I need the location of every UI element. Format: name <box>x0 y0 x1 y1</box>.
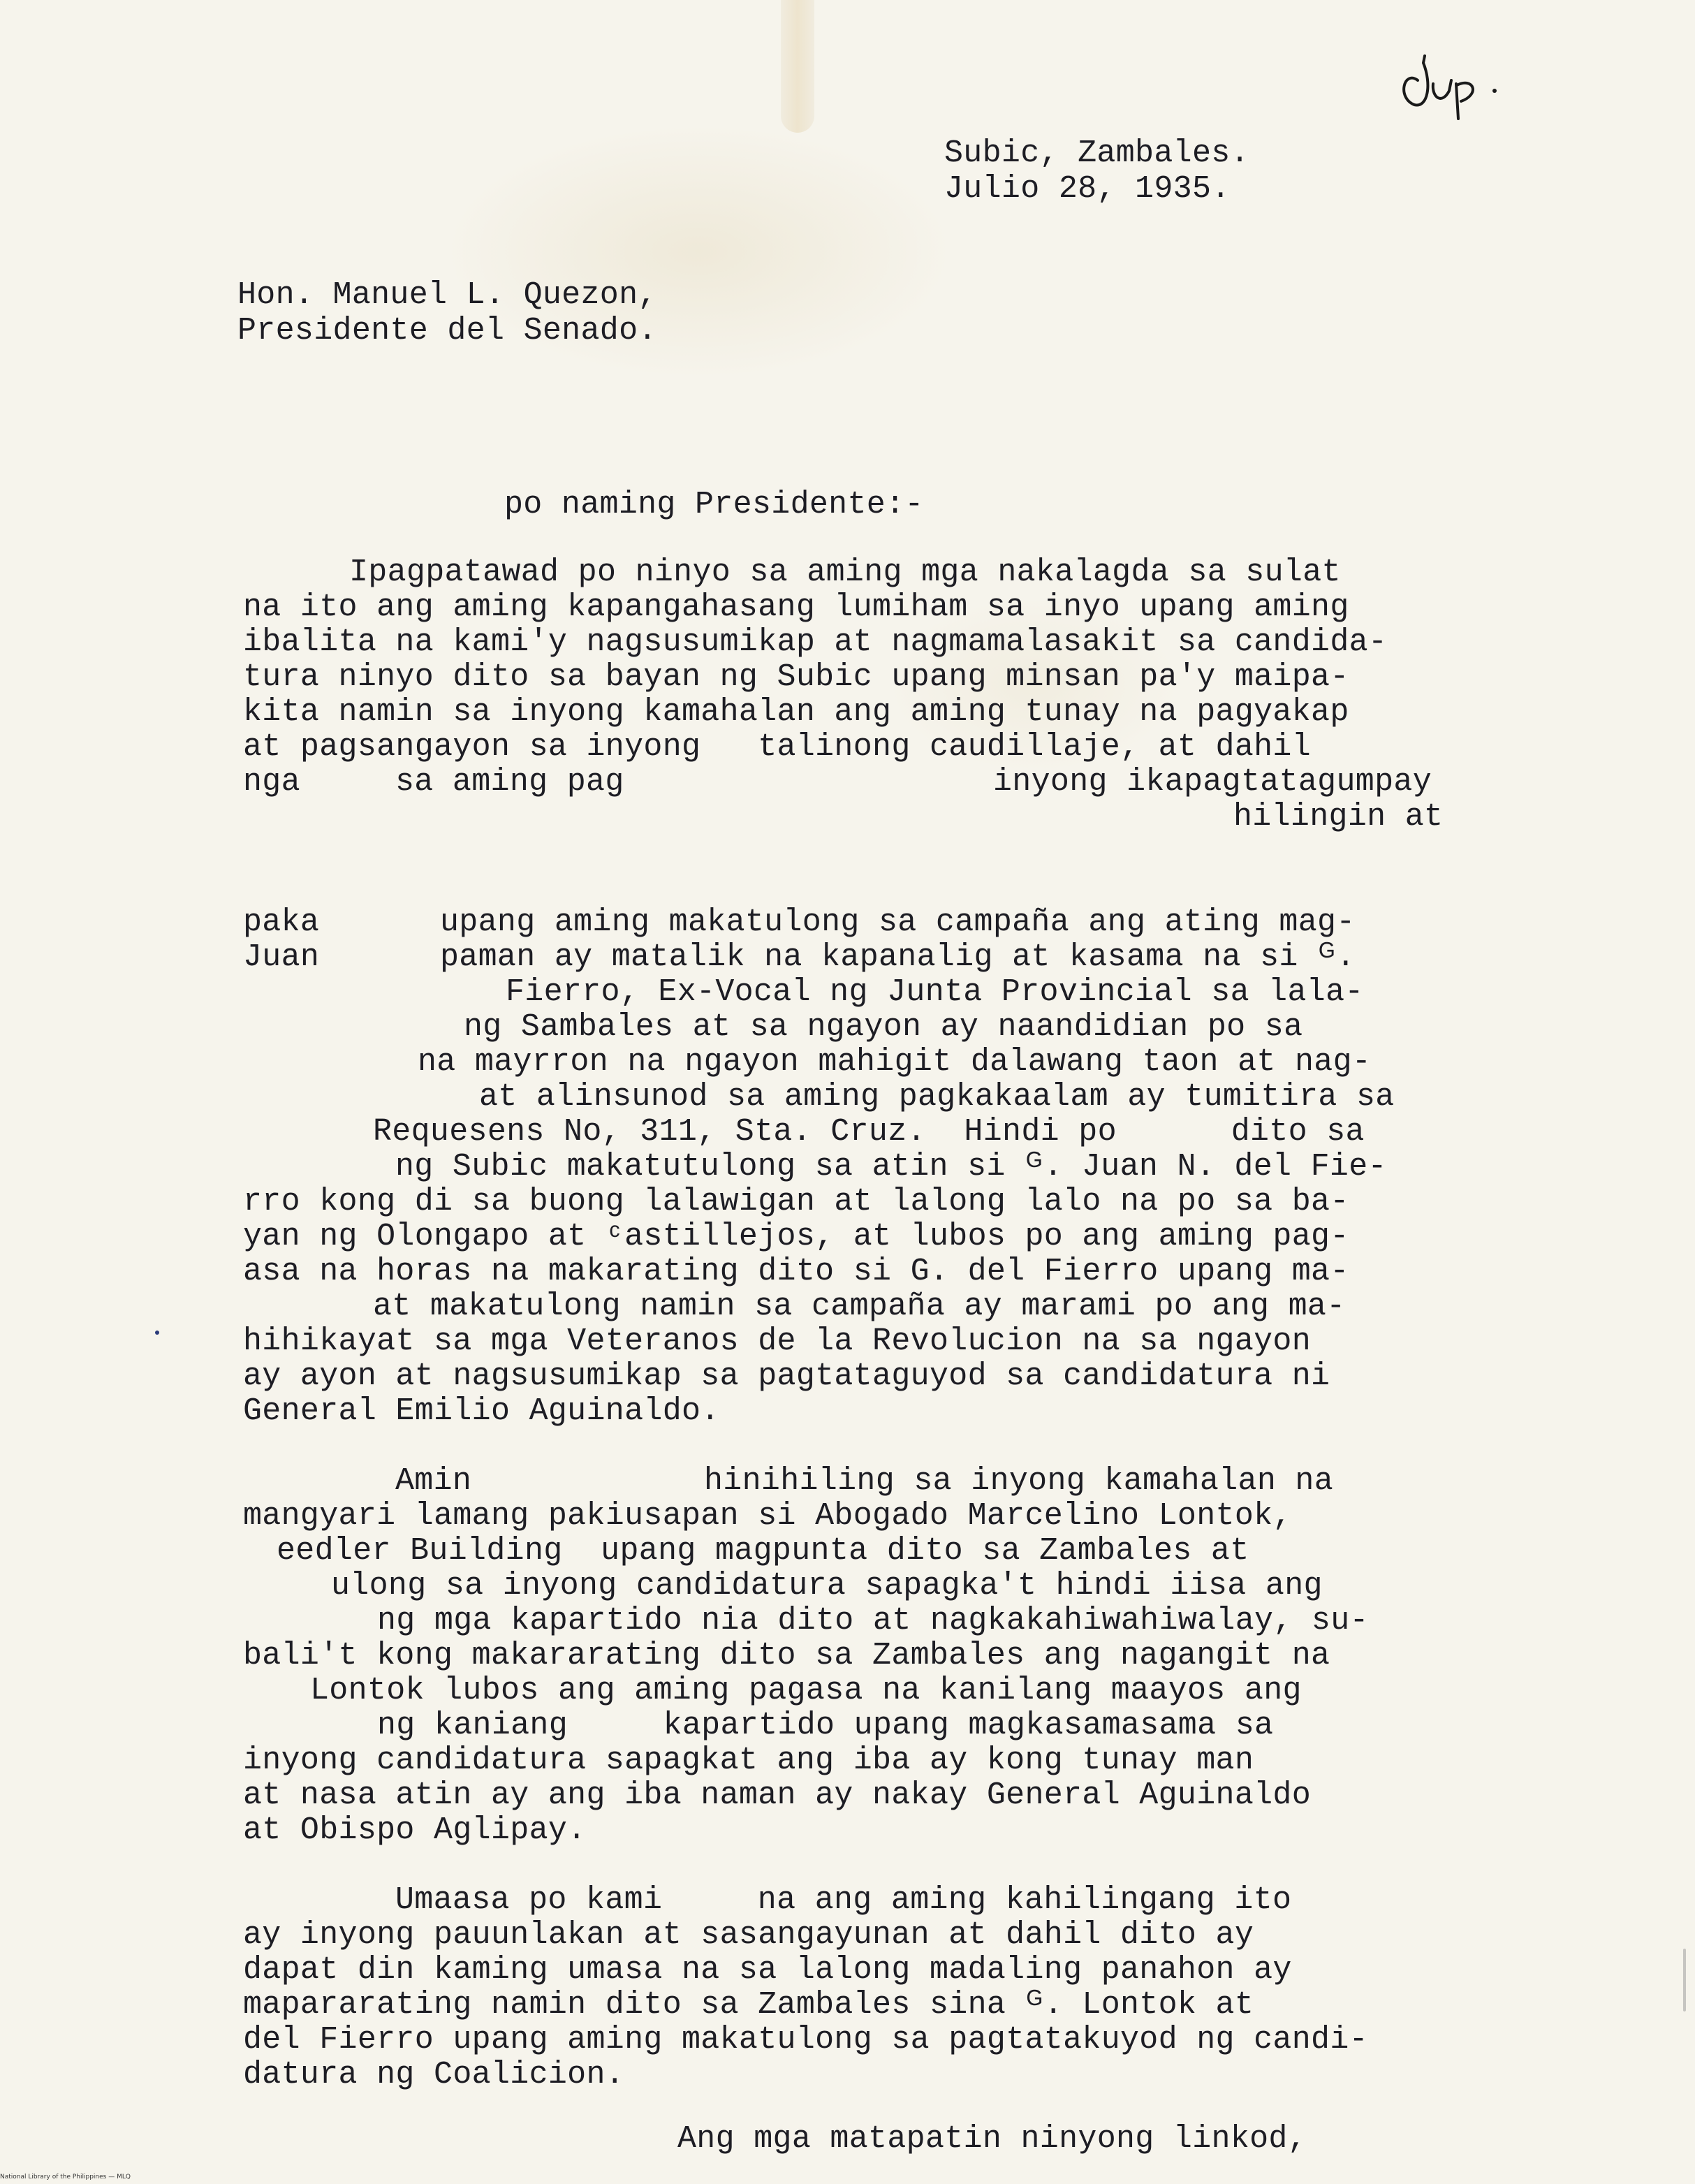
p2-line: yan ng Olongapo at ᶜastillejos, at lubos po ang aming pag- <box>243 1219 1349 1254</box>
p4-line: Umaasa po kami na ang aming kahilingang ito <box>395 1882 1292 1918</box>
p4-line: mapararating namin dito sa Zambales sina ᴳ. Lontok at <box>243 1987 1254 2023</box>
p4-line: del Fierro upang aming makatulong sa pagtatakuyod ng candi- <box>243 2022 1368 2058</box>
p3-line: ng mga kapartido nia dito at nagkakahiwahiwalay, su- <box>377 1603 1369 1639</box>
paper-clip-stain <box>781 0 814 133</box>
p3-line: Amin <box>395 1463 472 1499</box>
p2-line: ng Sambales at sa ngayon ay naandidian po sa <box>464 1009 1303 1045</box>
addressee-name: Hon. Manuel L. Quezon, <box>237 277 657 313</box>
p1-line: nga <box>243 764 300 800</box>
p4-line: datura ng Coalicion. <box>243 2057 625 2093</box>
p4-line: ay inyong pauunlakan at sasangayunan at dahil dito ay <box>243 1917 1254 1953</box>
margin-ink-dot <box>155 1331 159 1335</box>
scan-footer-text: National Library of the Philippines — MLQ <box>0 2174 131 2181</box>
p2-line: rro kong di sa buong lalawigan at lalong lalo na po sa ba- <box>243 1184 1349 1219</box>
edge-scan-mark <box>1683 1949 1686 2011</box>
p1-line: tura ninyo dito sa bayan ng Subic upang minsan pa'y maipa- <box>243 659 1349 695</box>
p1-line: na ito ang aming kapangahasang lumiham sa inyo upang aming <box>243 589 1349 625</box>
p1-line: at pagsangayon sa inyong talinong caudillaje, at dahil <box>243 729 1312 765</box>
letter-place: Subic, Zambales. <box>944 135 1249 171</box>
p2-line: paka <box>243 904 320 940</box>
p3-line: Lontok lubos ang aming pagasa na kanilang maayos ang <box>310 1673 1302 1708</box>
p1-line: ibalita na kami'y nagsusumikap at nagmamalasakit sa candida- <box>243 624 1388 660</box>
p2-line: at alinsunod sa aming pagkakaalam ay tumitira sa <box>479 1079 1395 1115</box>
handwritten-annotation <box>1390 42 1529 129</box>
p3-line: ng kaniang kapartido upang magkasamasama sa <box>377 1708 1274 1743</box>
p1-line: Ipagpatawad po ninyo sa aming mga nakalagda sa sulat <box>349 555 1341 590</box>
p2-line: upang aming makatulong sa campaña ang ating mag- <box>440 904 1356 940</box>
p2-line: Juan <box>243 939 320 975</box>
p3-line: mangyari lamang pakiusapan si Abogado Marcelino Lontok, <box>243 1498 1292 1534</box>
p2-line: at makatulong namin sa campaña ay marami po ang ma- <box>373 1289 1346 1324</box>
p1-line: hilingin at <box>1233 799 1444 835</box>
p3-line: bali't kong makararating dito sa Zambales ang nagangit na <box>243 1638 1330 1673</box>
p3-line: at Obispo Aglipay. <box>243 1812 587 1848</box>
p2-line: General Emilio Aguinaldo. <box>243 1393 720 1429</box>
p2-line: Requesens No, 311, Sta. Cruz. Hindi po dito sa <box>373 1114 1365 1150</box>
p1-line: inyong ikapagtatagumpay <box>993 764 1432 800</box>
p1-line: sa aming pag <box>395 764 624 800</box>
p2-line: paman ay matalik na kapanalig at kasama na si ᴳ. <box>440 939 1356 975</box>
p3-line: eedler Building upang magpunta dito sa Zambales at <box>277 1533 1249 1569</box>
p3-line: at nasa atin ay ang iba naman ay nakay General Aguinaldo <box>243 1778 1312 1813</box>
p3-line: inyong candidatura sapagkat ang iba ay kong tunay man <box>243 1743 1254 1778</box>
p2-line: hihikayat sa mga Veteranos de la Revolucion na sa ngayon <box>243 1324 1312 1359</box>
letter-date: Julio 28, 1935. <box>944 171 1231 207</box>
p2-line: ay ayon at nagsusumikap sa pagtataguyod sa candidatura ni <box>243 1358 1330 1394</box>
p1-line: kita namin sa inyong kamahalan ang aming tunay na pagyakap <box>243 694 1349 730</box>
p3-line: hinihiling sa inyong kamahalan na <box>704 1463 1334 1499</box>
p4-line: dapat din kaming umasa na sa lalong madaling panahon ay <box>243 1952 1292 1988</box>
salutation: po naming Presidente:- <box>504 487 924 522</box>
addressee-title: Presidente del Senado. <box>237 313 657 349</box>
p2-line: na mayrron na ngayon mahigit dalawang taon at nag- <box>418 1044 1372 1080</box>
p3-line: ulong sa inyong candidatura sapagka't hindi iisa ang <box>331 1568 1323 1604</box>
p2-line: asa na horas na makarating dito si G. del Fierro upang ma- <box>243 1254 1349 1289</box>
p2-line: Fierro, Ex-Vocal ng Junta Provincial sa lala- <box>506 974 1364 1010</box>
p2-line: ng Subic makatutulong sa atin si ᴳ. Juan N. del Fie- <box>395 1149 1387 1185</box>
handwritten-dup-mark <box>1390 42 1529 126</box>
closing: Ang mga matapatin ninyong linkod, <box>677 2121 1307 2157</box>
